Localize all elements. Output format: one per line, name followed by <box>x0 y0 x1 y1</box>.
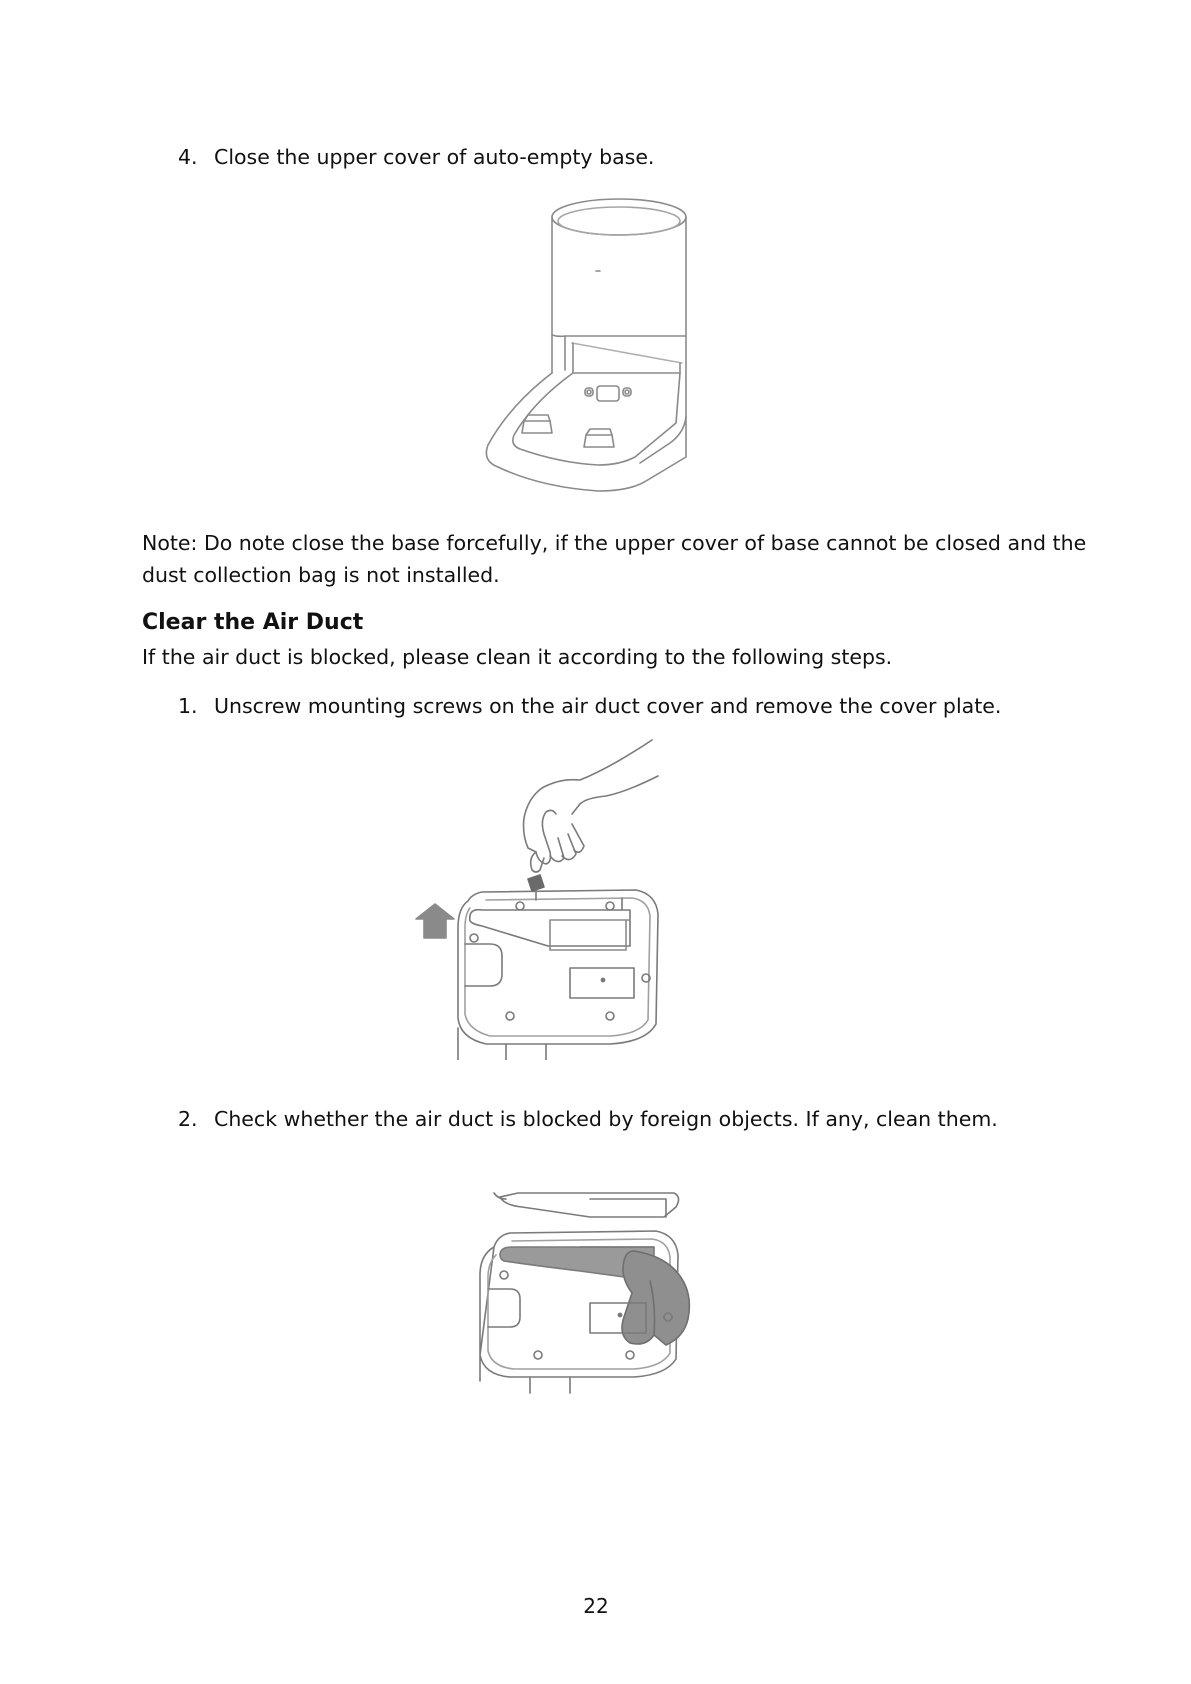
up-arrow-icon <box>416 904 454 938</box>
step-1-text: Unscrew mounting screws on the air duct cover and remove the cover plate. <box>214 694 1002 718</box>
note-line-2: dust collection bag is not installed. <box>142 563 500 587</box>
unscrew-air-duct-cover-illustration <box>410 738 720 1060</box>
step-4-text: Close the upper cover of auto-empty base. <box>214 145 655 169</box>
page-number: 22 <box>583 1594 609 1618</box>
screw-icon <box>528 875 544 891</box>
step-1-number: 1. <box>178 694 198 718</box>
step-4-number: 4. <box>178 145 198 169</box>
note-line-1: Note: Do note close the base forcefully, if the upper cover of base cannot be closed and the <box>142 531 1087 555</box>
clean-air-duct-illustration <box>470 1185 720 1395</box>
section-heading-clear-air-duct: Clear the Air Duct <box>142 610 364 635</box>
step-2-number: 2. <box>178 1107 198 1131</box>
auto-empty-base-illustration <box>480 195 700 495</box>
section-intro: If the air duct is blocked, please clean it according to the following steps. <box>142 645 893 669</box>
step-2-text: Check whether the air duct is blocked by foreign objects. If any, clean them. <box>214 1107 998 1131</box>
